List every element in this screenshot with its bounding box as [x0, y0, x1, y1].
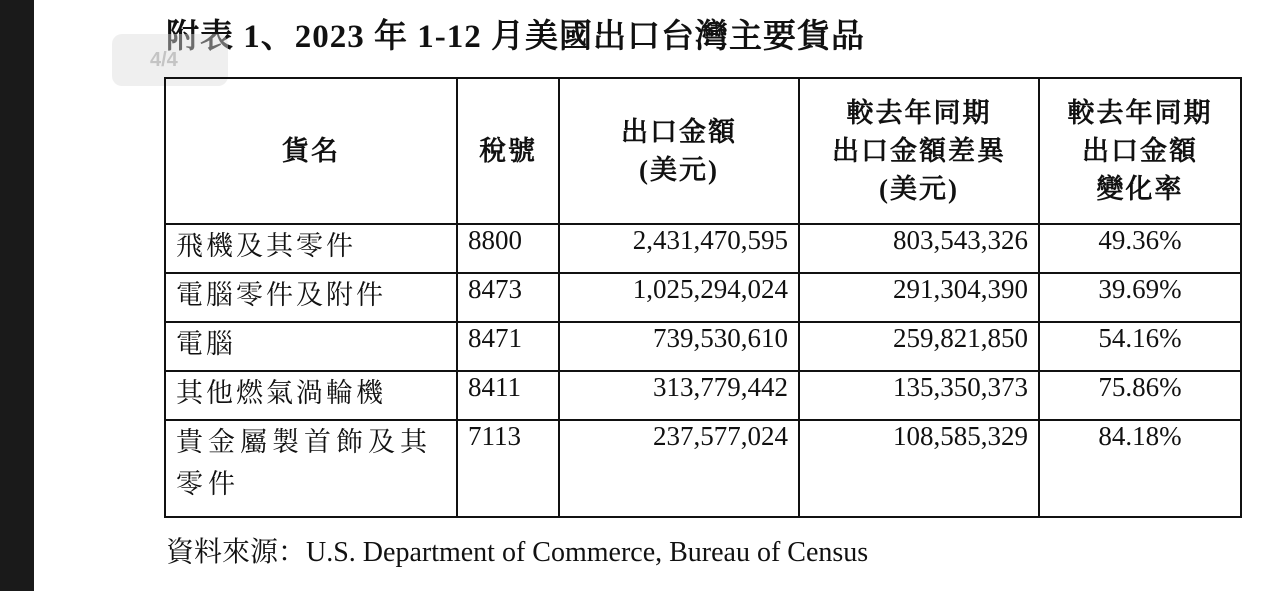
cell-amount: 739,530,610: [559, 322, 799, 371]
table-row: [165, 371, 1241, 420]
header-rate-line-1: 較去年同期: [1067, 98, 1213, 128]
table-row: [165, 224, 1241, 273]
header-diff-line-2: 出口金額差異: [832, 136, 1006, 166]
cell-amount: 1,025,294,024: [559, 273, 799, 322]
cell-diff: 803,543,326: [799, 224, 1039, 273]
cell-amount: 237,577,024: [559, 420, 799, 517]
header-rate: [1039, 78, 1241, 224]
cell-code: 8473: [457, 273, 559, 322]
table-header-row: [165, 78, 1241, 224]
header-rate-line-2: 出口金額: [1082, 136, 1198, 166]
page-indicator: 4/4: [112, 34, 228, 86]
cell-name: 電腦零件及附件: [165, 273, 457, 322]
header-name: 貨名: [165, 78, 457, 224]
header-diff-line-3: (美元): [879, 174, 959, 204]
page-title: 附表 1、2023 年 1-12 月美國出口台灣主要貨品: [166, 19, 865, 55]
cell-code: 8800: [457, 224, 559, 273]
cell-name: 貴金屬製首飾及其零件: [165, 420, 457, 517]
cell-rate: 54.16%: [1039, 322, 1241, 371]
header-diff: [799, 78, 1039, 224]
table-row: [165, 420, 1241, 517]
cell-diff: 259,821,850: [799, 322, 1039, 371]
cell-diff: 291,304,390: [799, 273, 1039, 322]
cell-amount: 2,431,470,595: [559, 224, 799, 273]
cell-code: 8471: [457, 322, 559, 371]
header-amount: [559, 78, 799, 224]
cell-name: 電腦: [165, 322, 457, 371]
cell-name: 飛機及其零件: [165, 224, 457, 273]
header-diff-line-1: 較去年同期: [846, 98, 992, 128]
cell-code: 8411: [457, 371, 559, 420]
cell-diff: 135,350,373: [799, 371, 1039, 420]
cell-amount: 313,779,442: [559, 371, 799, 420]
cell-rate: 84.18%: [1039, 420, 1241, 517]
header-code: 稅號: [457, 78, 559, 224]
cell-rate: 39.69%: [1039, 273, 1241, 322]
cell-rate: 75.86%: [1039, 371, 1241, 420]
header-rate-line-3: 變化率: [1096, 174, 1184, 204]
table-row: [165, 273, 1241, 322]
header-amount-line-2: (美元): [639, 155, 719, 185]
cell-rate: 49.36%: [1039, 224, 1241, 273]
left-dark-bar: [0, 0, 34, 591]
data-source-note: 資料來源：U.S. Department of Commerce, Bureau of Census: [166, 537, 869, 568]
header-amount-line-1: 出口金額: [621, 117, 737, 147]
cell-code: 7113: [457, 420, 559, 517]
cell-diff: 108,585,329: [799, 420, 1039, 517]
table-row: [165, 322, 1241, 371]
cell-name: 其他燃氣渦輪機: [165, 371, 457, 420]
export-goods-table: [164, 77, 1242, 518]
